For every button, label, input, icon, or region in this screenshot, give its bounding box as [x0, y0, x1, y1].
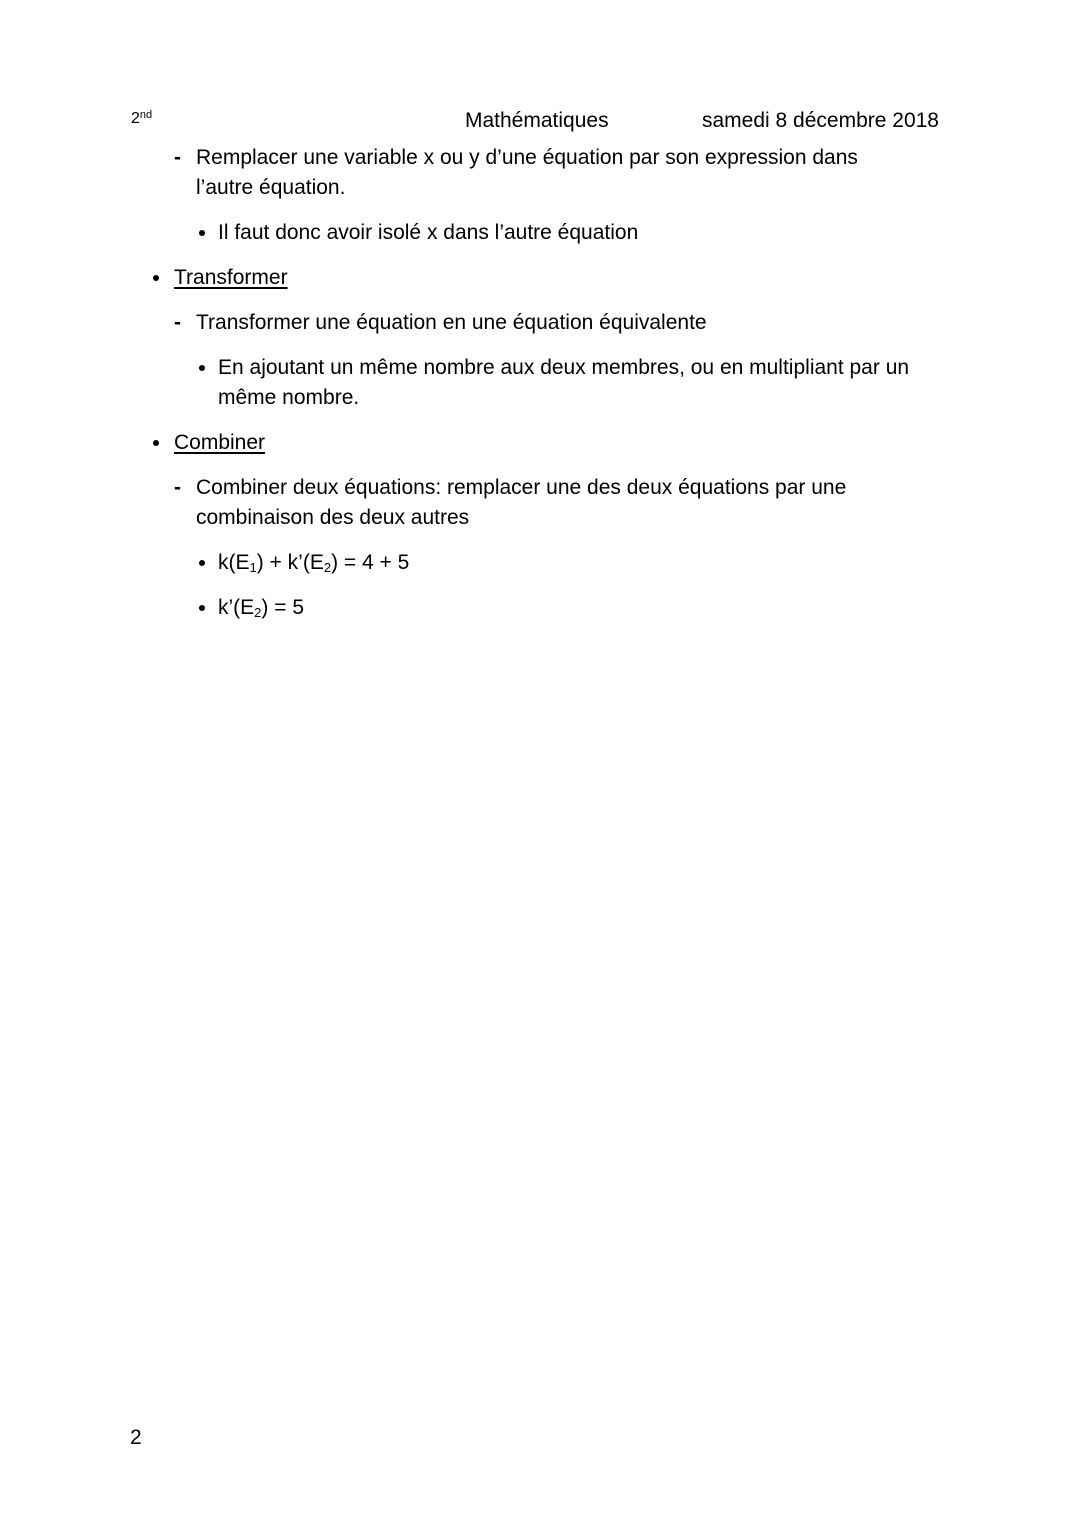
formula-subscript: 2 [323, 560, 332, 575]
formula-part: ) = 4 + 5 [331, 551, 410, 574]
combine-formula-2 [218, 593, 304, 623]
formula-part: k(E [218, 551, 250, 574]
subject-title: Mathématiques [465, 109, 609, 132]
bullet-icon [199, 560, 205, 566]
formula-part: ) + k’(E [256, 551, 324, 574]
class-level-suffix: nd [139, 109, 153, 121]
dash-marker: - [174, 146, 181, 169]
formula-part: ) = 5 [261, 596, 305, 619]
transform-item: Transformer une équation en une équation équivalente [196, 311, 707, 334]
dash-marker: - [174, 476, 181, 499]
class-level-number: 2 [131, 110, 140, 127]
formula-subscript: 2 [254, 605, 262, 620]
combine-item-line-2: combinaison des deux autres [196, 506, 470, 529]
substitute-note: Il faut donc avoir isolé x dans l’autre équation [218, 221, 639, 244]
document-date: samedi 8 décembre 2018 [702, 109, 939, 132]
bullet-icon [199, 230, 205, 236]
transform-note-line-2: même nombre. [218, 386, 360, 409]
combine-heading: Combiner [174, 431, 266, 454]
class-level [131, 108, 152, 130]
page-number: 2 [130, 1426, 142, 1449]
formula-part: k’(E [218, 596, 255, 619]
transform-heading: Transformer [174, 266, 288, 289]
formula-subscript: 1 [249, 560, 257, 575]
bullet-icon [199, 605, 205, 611]
combine-formula-1 [218, 548, 409, 578]
bullet-icon [153, 275, 159, 281]
dash-marker: - [174, 311, 181, 334]
substitute-line-1: Remplacer une variable x ou y d’une équation par son expression dans [196, 146, 858, 169]
bullet-icon [199, 365, 205, 371]
substitute-line-2: l’autre équation. [196, 176, 346, 199]
combine-item-line-1: Combiner deux équations: remplacer une des deux équations par une [196, 476, 847, 499]
transform-note-line-1: En ajoutant un même nombre aux deux membres, ou en multipliant par un [218, 356, 910, 379]
bullet-icon [153, 440, 159, 446]
